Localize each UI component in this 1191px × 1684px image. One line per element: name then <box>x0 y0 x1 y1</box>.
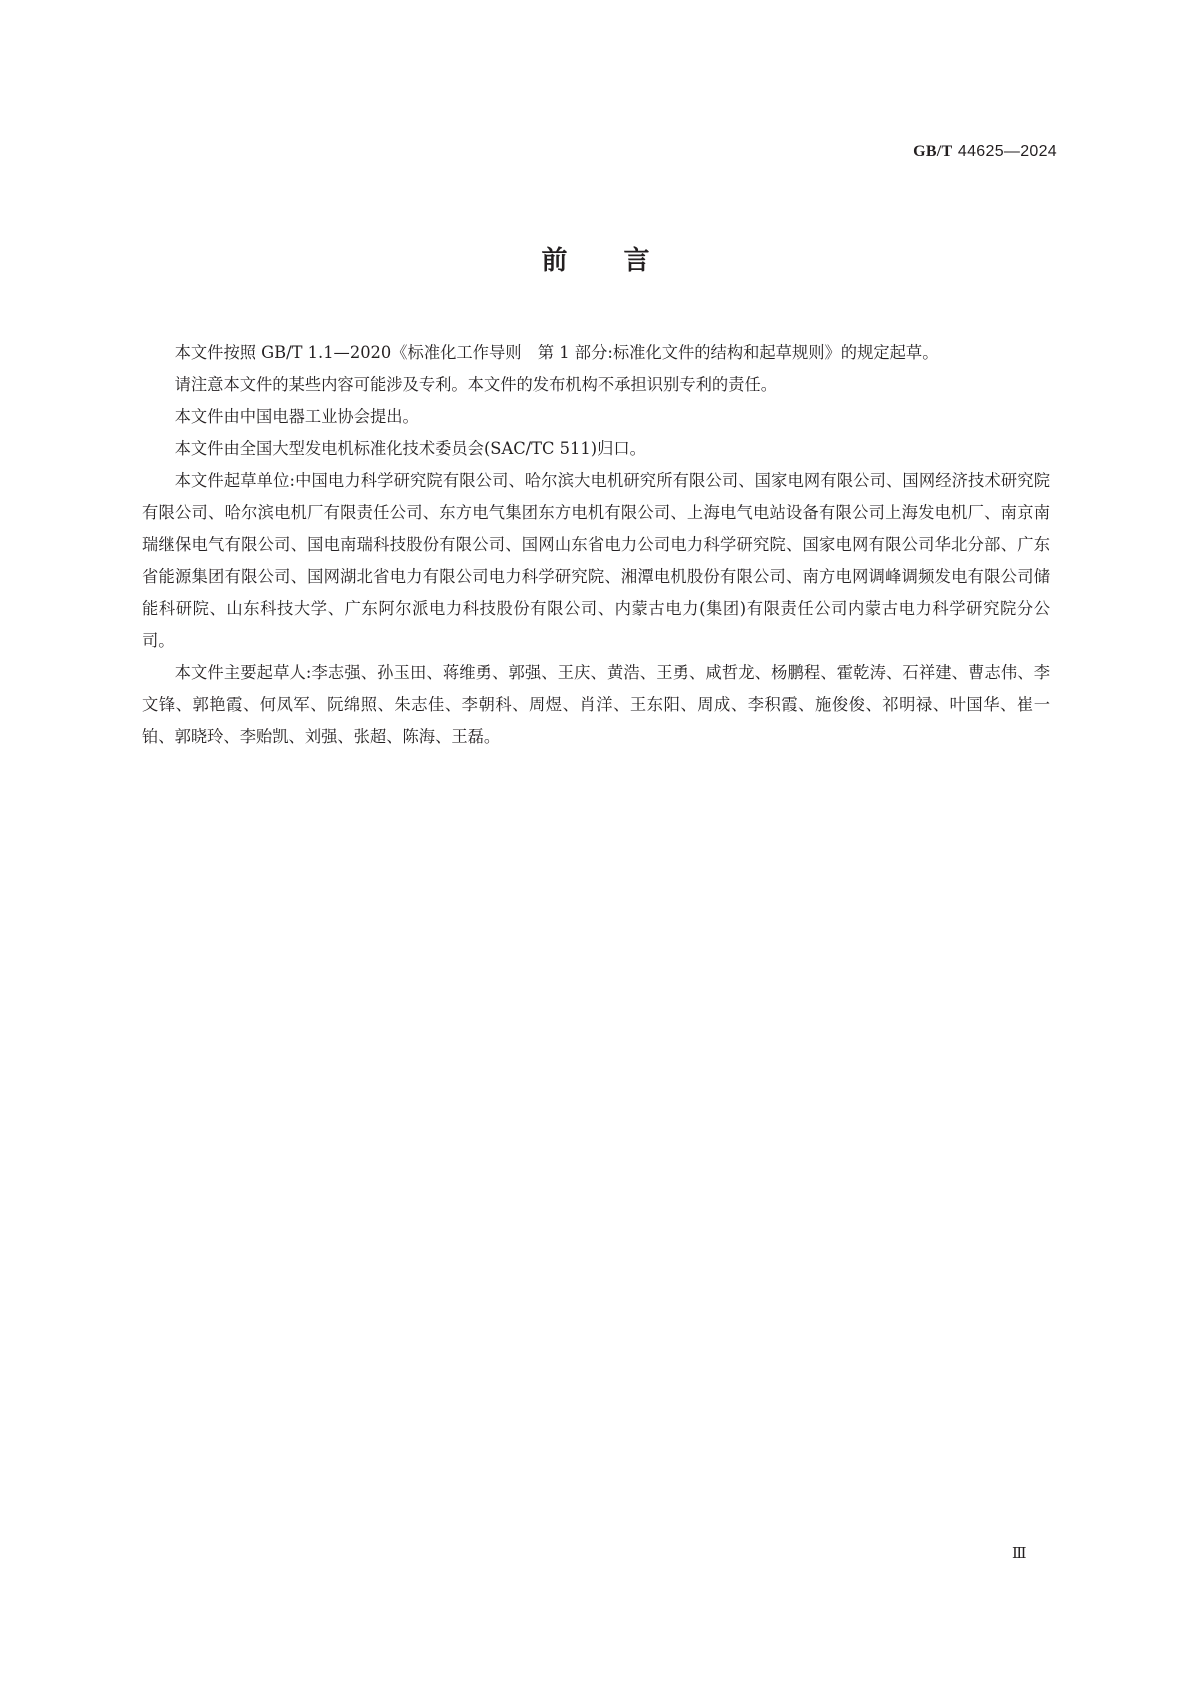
paragraph-drafting-rules: 本文件按照 GB/T 1.1—2020《标准化工作导则 第 1 部分:标准化文件的结构和起草规则》的规定起草。 <box>174 343 939 362</box>
standard-code-prefix: GB/T <box>913 143 953 160</box>
paragraph-drafters: 本文件主要起草人:李志强、孙玉田、蒋维勇、郭强、王庆、黄浩、王勇、咸哲龙、杨鹏程、霍乾涛、石祥建、曹志伟、李文锋、郭艳霞、何凤军、阮绵照、朱志佳、李朝科、周煜、肖洋、王东阳、周成、李积霞、施俊俊、祁明禄、叶国华、崔一铂、郭晓玲、李贻凯、刘强、张超、陈海、王磊。 <box>142 663 1050 746</box>
page-number: Ⅲ <box>1012 1544 1027 1562</box>
page-title: 前言 <box>541 246 706 276</box>
foreword-body <box>142 337 1050 753</box>
paragraph-administrator: 本文件由全国大型发电机标准化技术委员会(SAC/TC 511)归口。 <box>174 439 646 458</box>
paragraph-drafting-units: 本文件起草单位:中国电力科学研究院有限公司、哈尔滨大电机研究所有限公司、国家电网有限公司、国网经济技术研究院有限公司、哈尔滨电机厂有限责任公司、东方电气集团东方电机有限公司、上海电气电站设备有限公司上海发电机厂、南京南瑞继保电气有限公司、国电南瑞科技股份有限公司、国网山东省电力公司电力科学研究院、国家电网有限公司华北分部、广东省能源集团有限公司、国网湖北省电力有限公司电力科学研究院、湘潭电机股份有限公司、南方电网调峰调频发电有限公司储能科研院、山东科技大学、广东阿尔派电力科技股份有限公司、内蒙古电力(集团)有限责任公司内蒙古电力科学研究院分公司。 <box>142 471 1050 650</box>
standard-code-number: 44625—2024 <box>957 143 1057 160</box>
standard-code <box>913 140 1057 163</box>
paragraph-proposer: 本文件由中国电器工业协会提出。 <box>174 407 419 426</box>
paragraph-patent-notice: 请注意本文件的某些内容可能涉及专利。本文件的发布机构不承担识别专利的责任。 <box>174 375 778 394</box>
